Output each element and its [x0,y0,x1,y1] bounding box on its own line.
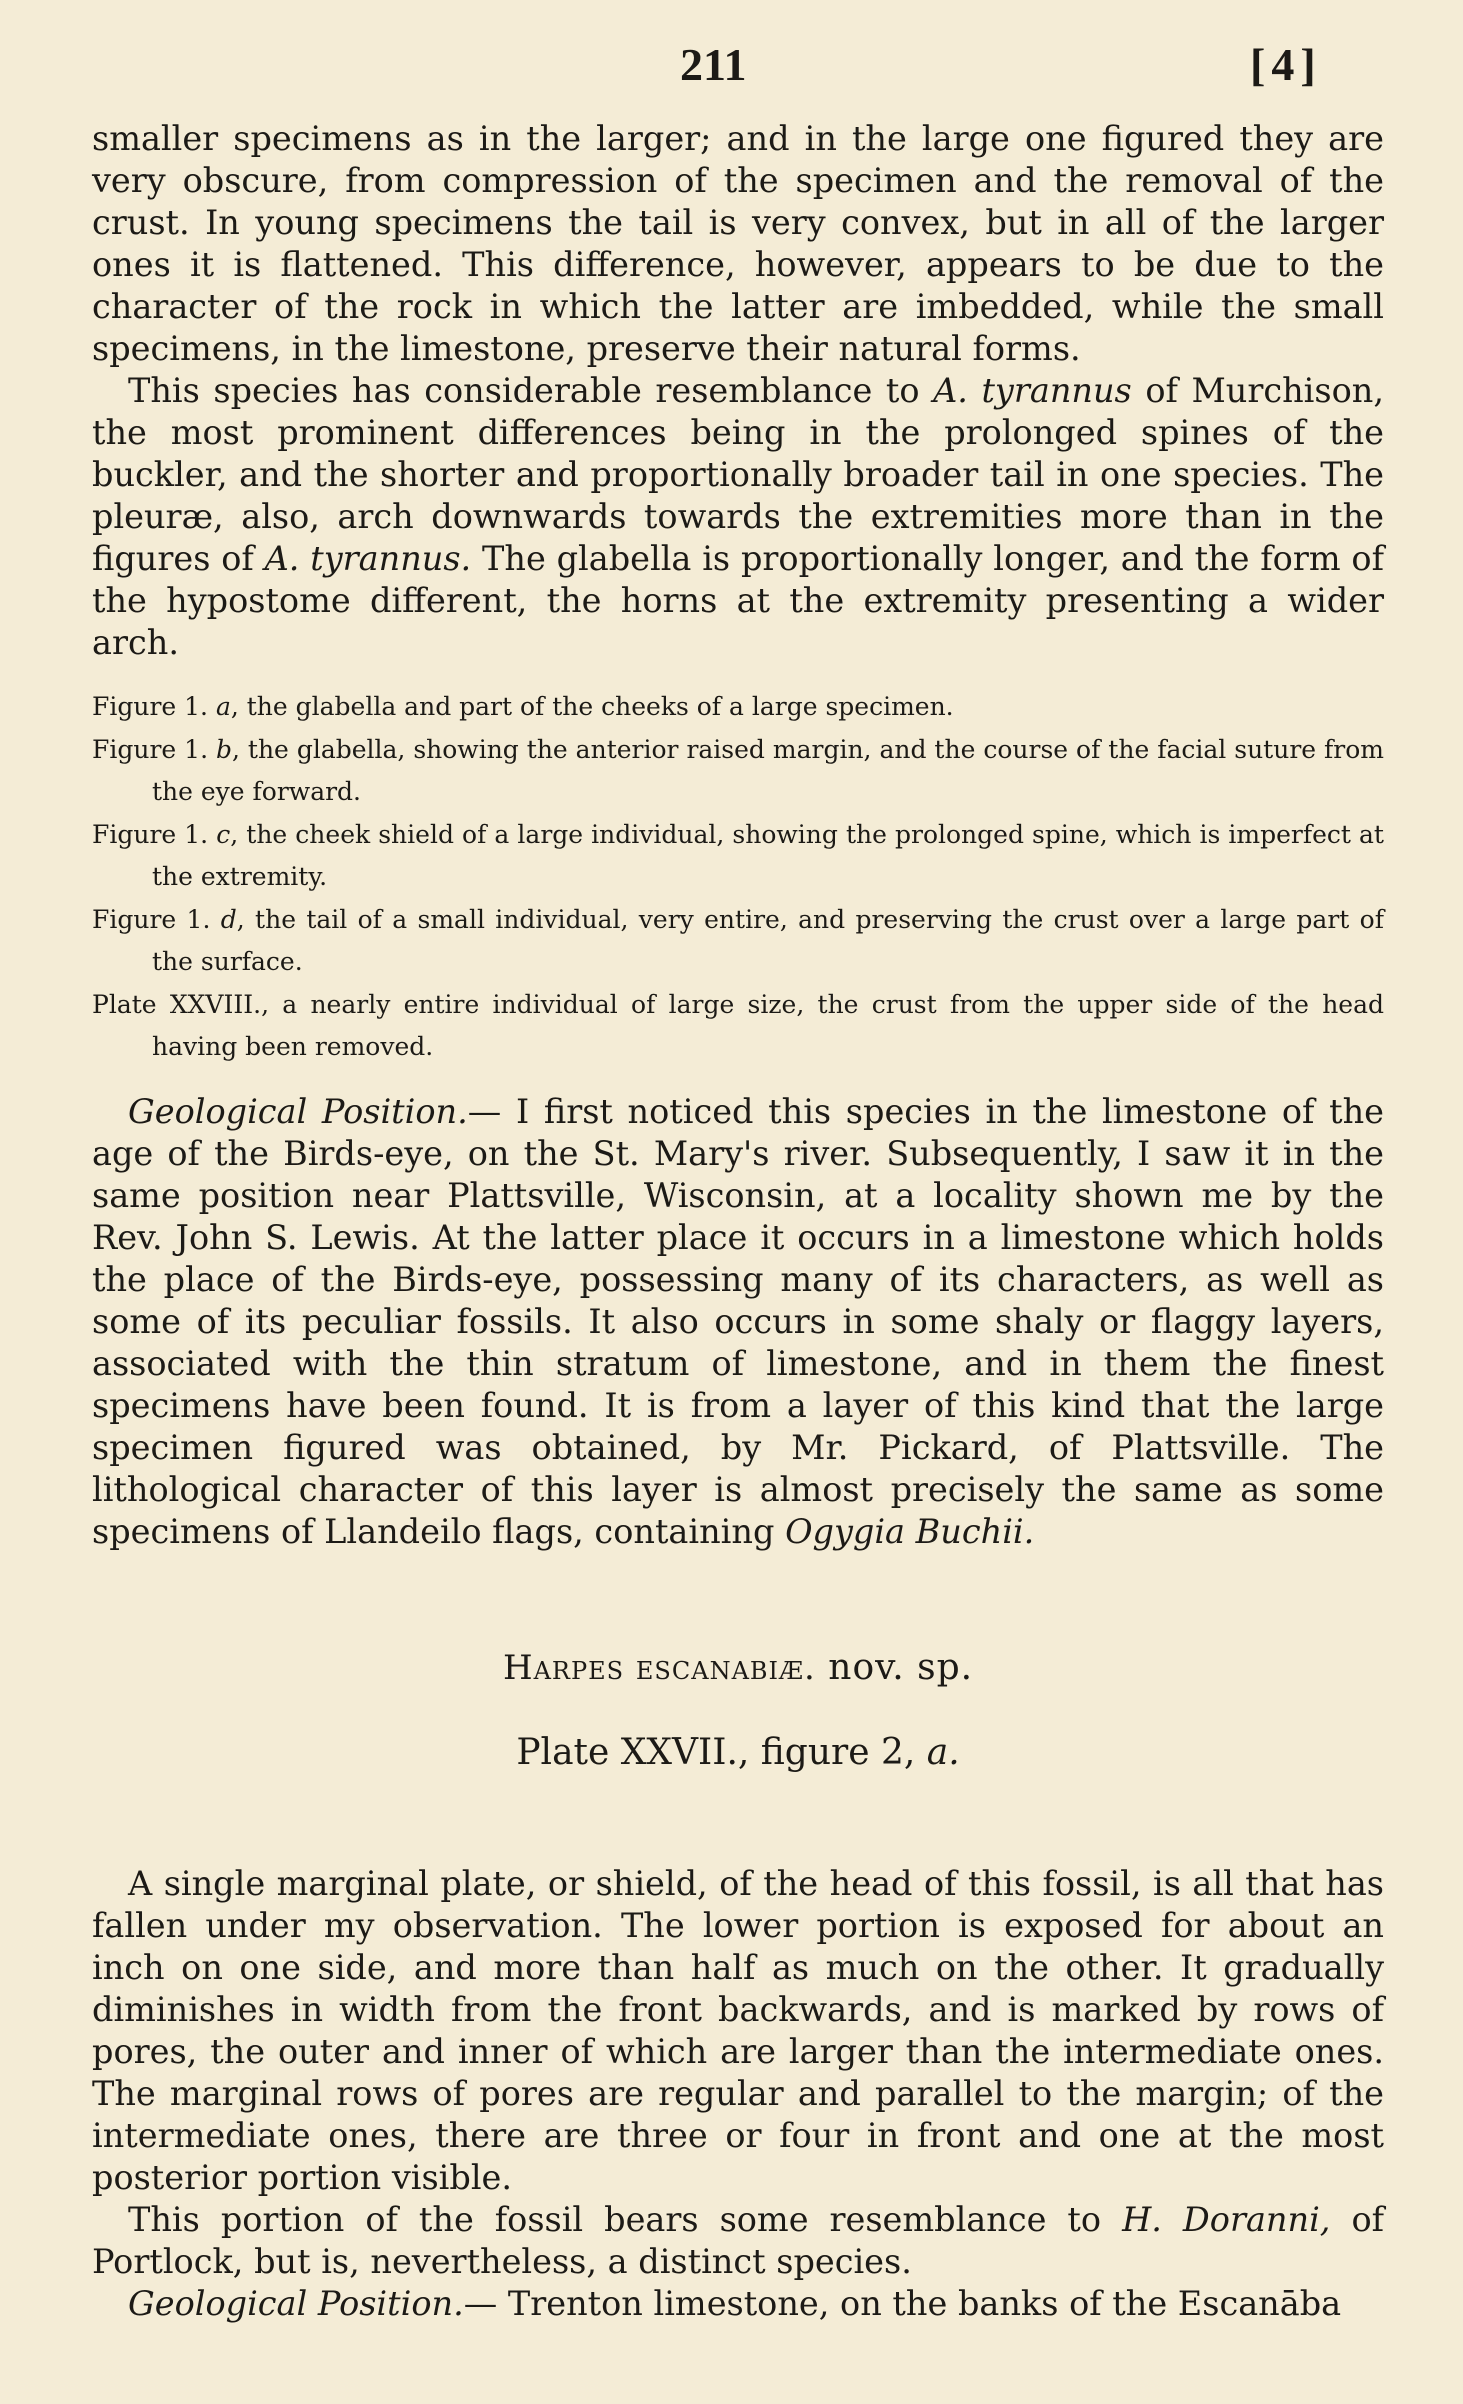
caption-letter: b [215,734,232,764]
text-run: of Portlock, but is, nevertheless, a distinct species. [92,2199,1385,2281]
paragraph-continued: smaller specimens as in the larger; and in the large one figured they are very obscure, from compression of the specimen and the removal of the crust. In young specimens the tail is very convex, but in all of the larger ones it is flattened. This difference, however, appears to be due to the character of the rock in which the latter are imbedded, while the small specimens, in the limestone, preserve their natural forms. [92,119,1384,368]
page-number: 211 [680,39,747,90]
caption-text: , a nearly entire individual of large size, the crust from the upper side of the head having been removed. [152,989,1384,1061]
caption-lead: Figure 1. [92,692,216,721]
caption-letter: c [216,819,231,849]
species-name: A. tyrannus. [264,539,472,578]
caption-lead: Figure 1. [92,819,217,849]
species-name: H. Doranni, [1122,2199,1331,2239]
caption-text: , the cheek shield of a large individual, showing the prolonged spine, which is imperfect at the extremity. [152,819,1384,891]
figure-caption [92,686,1384,729]
figure-caption [92,984,1384,1069]
text-run: — I first noticed this species in the limestone of the age of the Birds-eye, on the St. Mary's river. Subsequently, I saw it in the same position near Plattsville, Wisconsin, at a locality shown me by the Rev. John S. Lewis. At the latter place it occurs in a limestone which holds the place of the Birds-eye, possessing many of its characters, as well as some of its peculiar fossils. It also occurs in some shaly or flaggy layers, associated with the thin stratum of limestone, and in them the finest specimens have been found. It is from a layer of this kind that the large specimen figured was obtained, by Mr. Pickard, of Plattsville. The lithological character of this layer is almost precisely the same as some specimens of Llandeilo flags, containing [92,1091,1384,1551]
figure-caption [92,899,1384,984]
page-reference: [4] [1250,39,1322,90]
caption-text: , the glabella and part of the cheeks of a large specimen. [230,692,954,721]
geological-position-paragraph [92,1091,1384,1553]
caption-text: , the tail of a small individual, very entire, and preserving the crust over a large part of the surface. [152,904,1384,976]
plate-reference-letter: a. [926,1731,960,1773]
page-body [92,118,1384,2325]
species-name: A. tyrannus [933,371,1132,410]
text-run: The glabella is proportionally longer, and the form of the hypostome different, the horns at the extremity presenting a wider arch. [92,539,1385,662]
text-run: This portion of the fossil bears some resemblance to [128,2199,1123,2239]
caption-letter: d [220,904,237,934]
species-name: Ogygia Buchii. [785,1511,1035,1551]
comparison-paragraph [92,2199,1384,2283]
plate-reference [92,1732,1384,1773]
description-paragraph: A single marginal plate, or shield, of the head of this fossil, is all that has fallen under my observation. The lower portion is exposed for about an inch on one side, and more than half as much on the other. It gradually diminishes in width from the front backwards, and is marked by rows of pores, the outer and inner of which are larger than the intermediate ones. The marginal rows of pores are regular and parallel to the margin; of the intermediate ones, there are three or four in front and one at the most posterior portion visible. [92,1863,1384,2197]
caption-lead: Figure 1. [92,904,221,934]
geological-position-label: Geological Position. [128,2283,464,2323]
figure-caption [92,729,1384,814]
figure-captions [92,686,1384,1069]
caption-lead: Figure 1. [92,734,216,764]
page-header [0,38,1463,98]
species-heading [92,1647,1384,1688]
caption-text: , the glabella, showing the anterior raised margin, and the course of the facial suture from the eye forward. [152,734,1384,806]
text-run: This species has considerable resemblance to [128,371,934,410]
text-run: — Trenton limestone, on the banks of the Escanāba [463,2283,1342,2323]
species-heading-name: Harpes escanabiæ. [502,1647,816,1688]
text-run: of Murchison, the most prominent differences being in the prolonged spines of the buckler, and the shorter and proportionally broader tail in one species. The pleuræ, also, arch downwards towards the extremities more than in the figures of [92,371,1384,578]
plate-reference-text: Plate XXVII., figure 2, [516,1731,927,1773]
caption-lead: Plate XXVIII. [92,989,262,1019]
caption-letter: a [215,692,231,721]
geological-position-label: Geological Position. [128,1091,468,1131]
figure-caption [92,814,1384,899]
paragraph-resemblance [92,370,1384,664]
geological-position-paragraph [92,2283,1384,2325]
species-heading-suffix: nov. sp. [815,1646,974,1688]
